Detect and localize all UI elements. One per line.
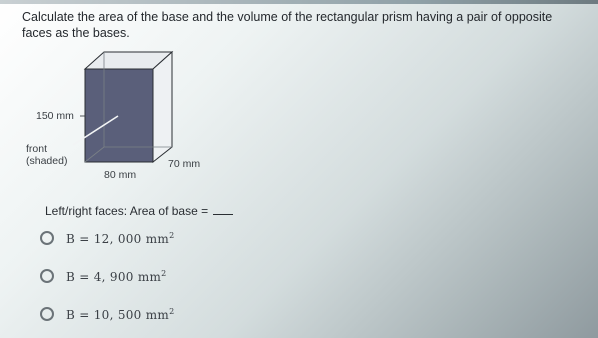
choice-label-2: B = 4, 900 $mm^2$ <box>66 268 167 284</box>
height-label: 150 mm <box>36 110 74 122</box>
depth-label: 70 mm <box>168 158 201 170</box>
answer-prompt <box>45 203 233 218</box>
answer-blank <box>213 203 233 215</box>
choice-option-3[interactable] <box>40 304 175 324</box>
choice-label-3: B = 10, 500 $mm^2$ <box>66 306 175 322</box>
radio-button-3[interactable] <box>40 307 54 321</box>
prism-front-face-shaded <box>85 69 153 162</box>
front-label-line2: (shaded) <box>26 155 68 167</box>
answer-prompt-text: Left/right faces: Area of base = <box>45 204 212 218</box>
choice-label-1: B = 12, 000 $mm^2$ <box>66 230 175 246</box>
radio-button-1[interactable] <box>40 231 54 245</box>
prism-right-face <box>153 52 172 162</box>
question-text: Calculate the area of the base and the volume of the rectangular prism having a pair of opposite faces as the bases. <box>22 10 553 40</box>
front-label <box>26 143 67 167</box>
front-label-line1: front <box>26 143 48 155</box>
width-label: 80 mm <box>104 169 137 181</box>
choice-option-1[interactable] <box>40 228 175 248</box>
radio-button-2[interactable] <box>40 269 54 283</box>
choice-option-2[interactable] <box>40 266 167 286</box>
